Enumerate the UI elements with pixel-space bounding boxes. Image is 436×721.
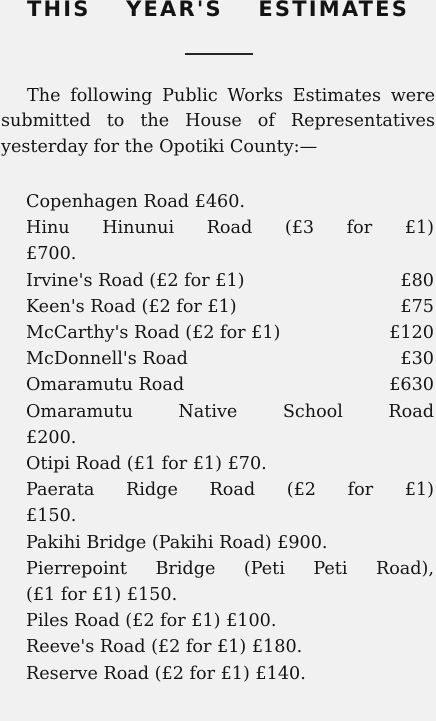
headline-rule: [185, 53, 253, 55]
estimate-continuation: £150.: [26, 506, 77, 527]
estimates-list: [0, 189, 436, 687]
estimate-item: Omaramutu Road: [26, 375, 185, 396]
estimate-item: Keen's Road (£2 for £1): [26, 296, 237, 317]
estimate-item: Reeve's Road (£2 for £1) £180.: [26, 637, 303, 658]
estimate-continuation: £200.: [26, 427, 77, 448]
intro-paragraph: [1, 84, 435, 160]
estimate-item: McCarthy's Road (£2 for £1): [26, 323, 281, 344]
headline: THIS YEAR'S ESTIMATES: [26, 0, 410, 21]
estimate-amount: £120: [389, 323, 434, 344]
estimate-item: Hinu Hinunui Road (£3 for £1): [26, 218, 434, 239]
estimate-entry: [0, 320, 436, 346]
estimate-item: Reserve Road (£2 for £1) £140.: [26, 663, 306, 684]
estimate-amount: £30: [400, 349, 434, 370]
estimate-amount: £80: [400, 270, 434, 291]
estimate-entry: [0, 634, 436, 660]
estimate-item: Piles Road (£2 for £1) £100.: [26, 611, 277, 632]
estimate-entry: [0, 294, 436, 320]
estimate-item: Irvine's Road (£2 for £1): [26, 270, 245, 291]
estimate-entry: [0, 215, 436, 267]
estimate-item: Omaramutu Native School Road: [26, 401, 434, 422]
estimate-entry: [0, 189, 436, 215]
estimate-entry: [0, 451, 436, 477]
estimate-entry: [0, 399, 436, 451]
estimate-entry: [0, 477, 436, 529]
estimate-continuation: £700.: [26, 244, 77, 265]
estimate-item: Copenhagen Road £460.: [26, 192, 246, 212]
estimate-entry: [0, 372, 436, 398]
estimate-item: Pierrepoint Bridge (Peti Peti Road),: [26, 558, 434, 579]
estimate-entry: [0, 346, 436, 372]
estimate-entry: [0, 268, 436, 294]
estimate-entry: [0, 661, 436, 687]
estimate-continuation: (£1 for £1) £150.: [26, 585, 178, 606]
estimate-entry: [0, 530, 436, 556]
intro-text: The following Public Works Estimates were submitted to the House of Representatives yesterday for the Opotiki County:—: [1, 86, 435, 157]
estimate-amount: £630: [389, 375, 434, 396]
estimate-item: McDonnell's Road: [26, 349, 188, 370]
estimate-item: Pakihi Bridge (Pakihi Road) £900.: [26, 532, 328, 553]
estimate-entry: [0, 556, 436, 608]
estimate-entry: [0, 608, 436, 634]
estimate-amount: £75: [400, 296, 434, 317]
estimate-item: Otipi Road (£1 for £1) £70.: [26, 454, 267, 475]
estimate-item: Paerata Ridge Road (£2 for £1): [26, 480, 434, 501]
